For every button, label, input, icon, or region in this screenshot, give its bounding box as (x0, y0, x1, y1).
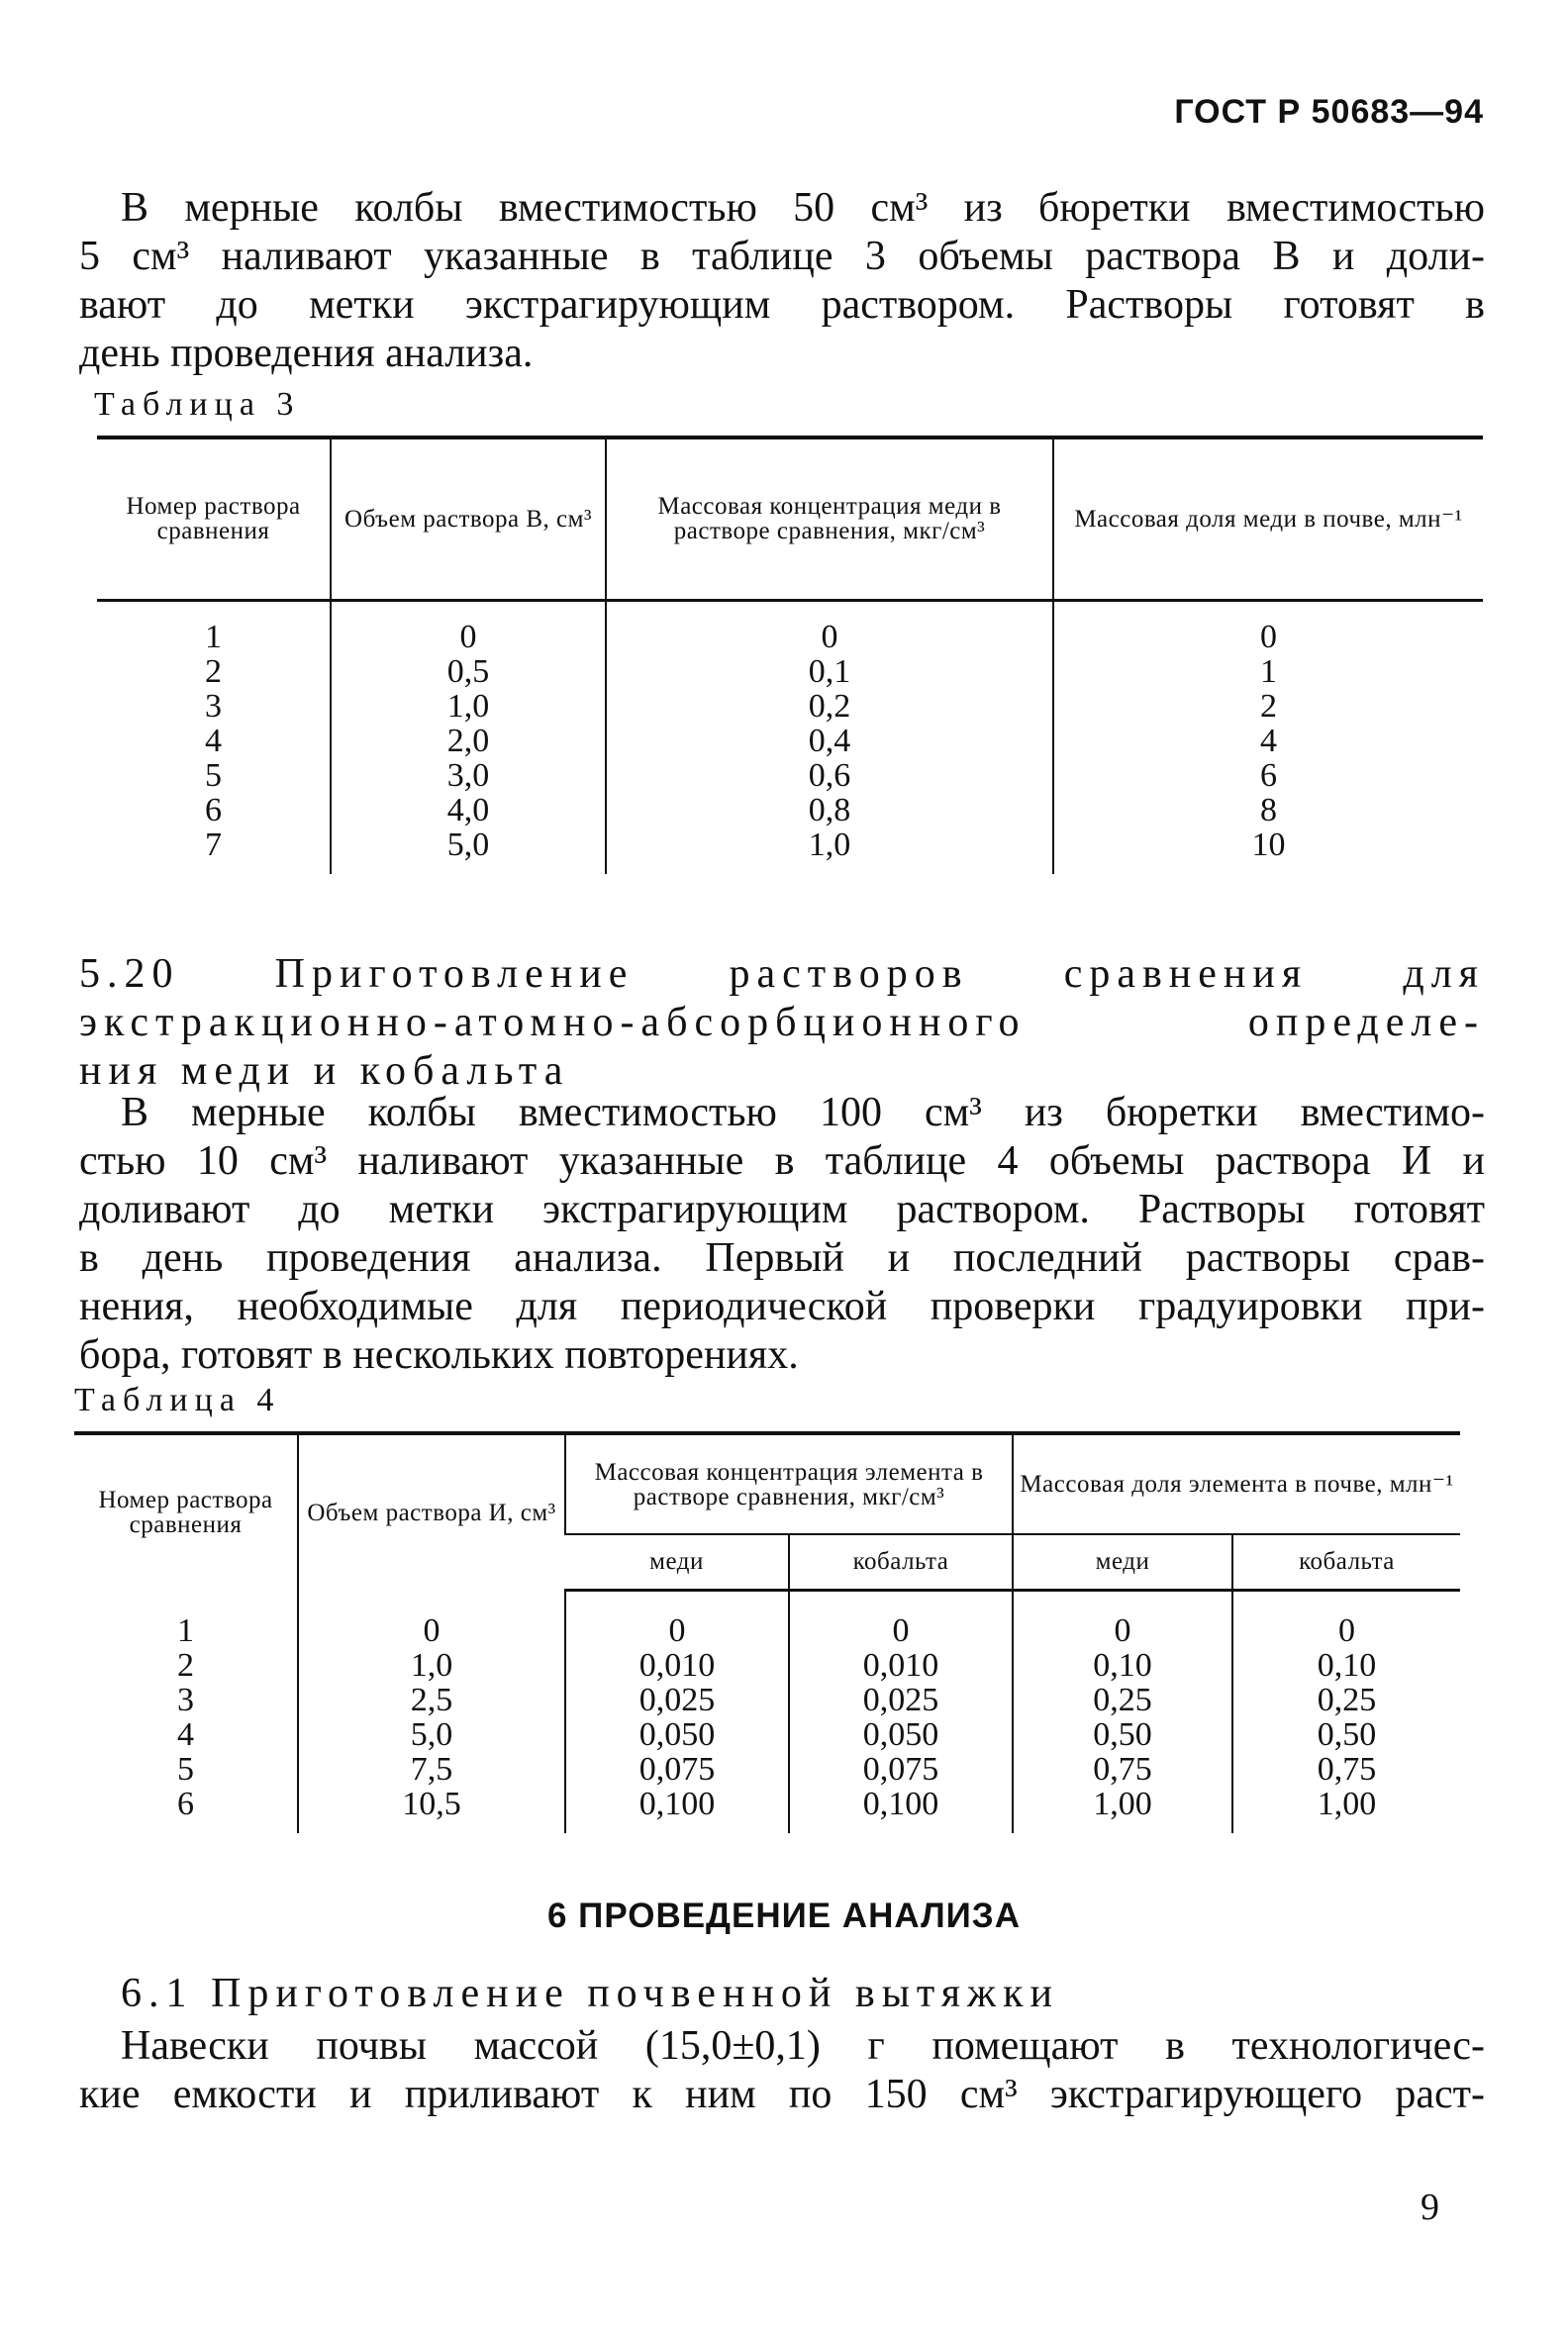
table-spacer (1232, 1590, 1460, 1613)
table-row (74, 1683, 1460, 1717)
table-3-header-concentration: Массовая концентрация меди в растворе сравнения, мкг/см³ (606, 438, 1053, 600)
cell: 4 (1053, 724, 1483, 758)
table-4-header-mass-fraction: Массовая доля элемента в почве, млн⁻¹ (1013, 1433, 1460, 1534)
cell: 0 (606, 620, 1053, 654)
cell: 1,0 (331, 689, 606, 724)
table-3 (97, 436, 1483, 874)
table-row (97, 793, 1483, 827)
paragraph-1 (79, 184, 1485, 378)
cell: 5,0 (331, 827, 606, 862)
table-spacer (606, 600, 1053, 620)
text-line: доливают до метки экстрагирующим раствором. Растворы готовят (79, 1187, 1485, 1232)
page-number: 9 (1421, 2187, 1439, 2228)
table-spacer (298, 1821, 565, 1833)
standard-code: ГОСТ Р 50683—94 (1174, 93, 1484, 131)
table-3-caption: Таблица 3 (94, 386, 301, 423)
cell: 3 (205, 688, 222, 725)
cell: 0,075 (789, 1752, 1013, 1787)
table-row (74, 1752, 1460, 1787)
cell: 0,8 (606, 793, 1053, 827)
table-row (74, 1717, 1460, 1752)
table-spacer (298, 1590, 565, 1613)
cell: 8 (1053, 793, 1483, 827)
cell: 4 (205, 723, 222, 759)
heading-line: ния меди и кобальта (79, 1048, 570, 1094)
table-row (97, 689, 1483, 724)
table-4-header-volume: Объем раствора И, см³ (298, 1433, 565, 1590)
paragraph-3 (79, 2022, 1485, 2119)
text-line: вают до метки экстрагирующим раствором. Растворы готовят в (79, 282, 1485, 328)
table-spacer (1053, 862, 1483, 874)
text-line: нения, необходимые для периодической проверки градуировки при- (79, 1284, 1485, 1329)
table-3-header-volume: Объем раствора В, см³ (331, 438, 606, 600)
text-line: стью 10 см³ наливают указанные в таблице 4 объемы раствора И и (79, 1138, 1485, 1184)
cell: 0,6 (606, 758, 1053, 793)
cell: 0,25 (1232, 1683, 1460, 1717)
table-spacer (331, 600, 606, 620)
text-line: в день проведения анализа. Первый и последний растворы срав- (79, 1235, 1485, 1281)
table-spacer (97, 862, 331, 874)
table-spacer (97, 600, 331, 620)
table-spacer (1013, 1821, 1232, 1833)
cell: 3 (177, 1682, 194, 1718)
text-line: Навески почвы массой (15,0±0,1) г помещают в технологичес- (121, 2023, 1485, 2069)
heading-line: 6.1 Приготовление почвенной вытяжки (121, 1971, 1059, 2016)
cell: 0,100 (565, 1787, 789, 1821)
table-row (74, 1648, 1460, 1683)
table-spacer (74, 1821, 298, 1833)
cell: 0,050 (789, 1717, 1013, 1752)
table-row (74, 1787, 1460, 1821)
cell: 3,0 (331, 758, 606, 793)
text-line: В мерные колбы вместимостью 100 см³ из бюретки вместимо- (121, 1090, 1485, 1135)
paragraph-2 (79, 1089, 1485, 1380)
table-4-header-frac-copper: меди (1013, 1534, 1232, 1590)
heading-line: экстракционно-атомно-абсорбционного определе- (79, 1000, 1485, 1045)
table-row (74, 1613, 1460, 1648)
cell: 0 (331, 620, 606, 654)
cell: 0,10 (1013, 1648, 1232, 1683)
table-spacer (74, 1590, 298, 1613)
cell: 1 (177, 1612, 194, 1649)
text-line: день проведения анализа. (79, 331, 534, 376)
table-4-header-conc-cobalt: кобальта (789, 1534, 1013, 1590)
section-6-1-heading (121, 1970, 1487, 2018)
cell: 5 (177, 1751, 194, 1788)
cell: 7 (205, 827, 222, 863)
cell: 1 (205, 619, 222, 655)
table-row (97, 620, 1483, 654)
cell: 0,025 (565, 1683, 789, 1717)
cell: 0,4 (606, 724, 1053, 758)
table-row (97, 758, 1483, 793)
text-line: В мерные колбы вместимостью 50 см³ из бюретки вместимостью (121, 185, 1485, 231)
cell: 6 (177, 1786, 194, 1822)
table-4-header-concentration: Массовая концентрация элемента в растворе сравнения, мкг/см³ (565, 1433, 1013, 1534)
text-line: 5 см³ наливают указанные в таблице 3 объемы раствора В и доли- (79, 234, 1485, 279)
cell: 6 (205, 792, 222, 828)
section-5-20-heading (79, 950, 1485, 1096)
table-spacer (565, 1590, 789, 1613)
table-3-header-mass-fraction: Массовая доля меди в почве, млн⁻¹ (1053, 438, 1483, 600)
cell: 0 (1013, 1613, 1232, 1648)
cell: 6 (1053, 758, 1483, 793)
table-spacer (1232, 1821, 1460, 1833)
cell: 0 (565, 1613, 789, 1648)
table-row (97, 724, 1483, 758)
table-spacer (1053, 600, 1483, 620)
cell: 0,75 (1013, 1752, 1232, 1787)
cell: 0 (1232, 1613, 1460, 1648)
cell: 0,025 (789, 1683, 1013, 1717)
cell: 2 (177, 1647, 194, 1684)
text-line: бора, готовят в нескольких повторениях. (79, 1332, 799, 1378)
table-spacer (331, 862, 606, 874)
cell: 1,00 (1013, 1787, 1232, 1821)
table-spacer (789, 1590, 1013, 1613)
table-spacer (565, 1821, 789, 1833)
table-4 (74, 1431, 1460, 1833)
cell: 1,0 (298, 1648, 565, 1683)
table-row (97, 827, 1483, 862)
cell: 0 (298, 1613, 565, 1648)
table-4-caption: Таблица 4 (74, 1382, 281, 1418)
cell: 0,075 (565, 1752, 789, 1787)
cell: 10 (1053, 827, 1483, 862)
cell: 0,5 (331, 654, 606, 689)
cell: 7,5 (298, 1752, 565, 1787)
table-4-header-frac-cobalt: кобальта (1232, 1534, 1460, 1590)
cell: 0,50 (1232, 1717, 1460, 1752)
table-3-header-number: Номер раствора сравнения (97, 438, 331, 600)
cell: 1,00 (1232, 1787, 1460, 1821)
cell: 0,50 (1013, 1717, 1232, 1752)
cell: 0,100 (789, 1787, 1013, 1821)
cell: 0,25 (1013, 1683, 1232, 1717)
cell: 10,5 (298, 1787, 565, 1821)
cell: 5 (205, 757, 222, 794)
cell: 2,5 (298, 1683, 565, 1717)
cell: 0 (1053, 620, 1483, 654)
cell: 1 (1053, 654, 1483, 689)
table-spacer (789, 1821, 1013, 1833)
table-4-header-conc-copper: меди (565, 1534, 789, 1590)
cell: 0,050 (565, 1717, 789, 1752)
cell: 2 (205, 653, 222, 690)
cell: 0,1 (606, 654, 1053, 689)
table-spacer (606, 862, 1053, 874)
cell: 1,0 (606, 827, 1053, 862)
cell: 4 (177, 1716, 194, 1753)
cell: 2 (1053, 689, 1483, 724)
cell: 2,0 (331, 724, 606, 758)
text-line: кие емкости и приливают к ним по 150 см³ экстрагирующего раст- (79, 2072, 1485, 2117)
cell: 0,010 (565, 1648, 789, 1683)
section-6-title: 6 ПРОВЕДЕНИЕ АНАЛИЗА (546, 1897, 1022, 1935)
table-spacer (1013, 1590, 1232, 1613)
cell: 0,75 (1232, 1752, 1460, 1787)
cell: 5,0 (298, 1717, 565, 1752)
cell: 0,10 (1232, 1648, 1460, 1683)
cell: 0,2 (606, 689, 1053, 724)
table-4-header-number: Номер раствора сравнения (74, 1433, 298, 1590)
table-row (97, 654, 1483, 689)
cell: 0,010 (789, 1648, 1013, 1683)
cell: 0 (789, 1613, 1013, 1648)
cell: 4,0 (331, 793, 606, 827)
heading-line: 5.20 Приготовление растворов сравнения для (79, 951, 1485, 997)
